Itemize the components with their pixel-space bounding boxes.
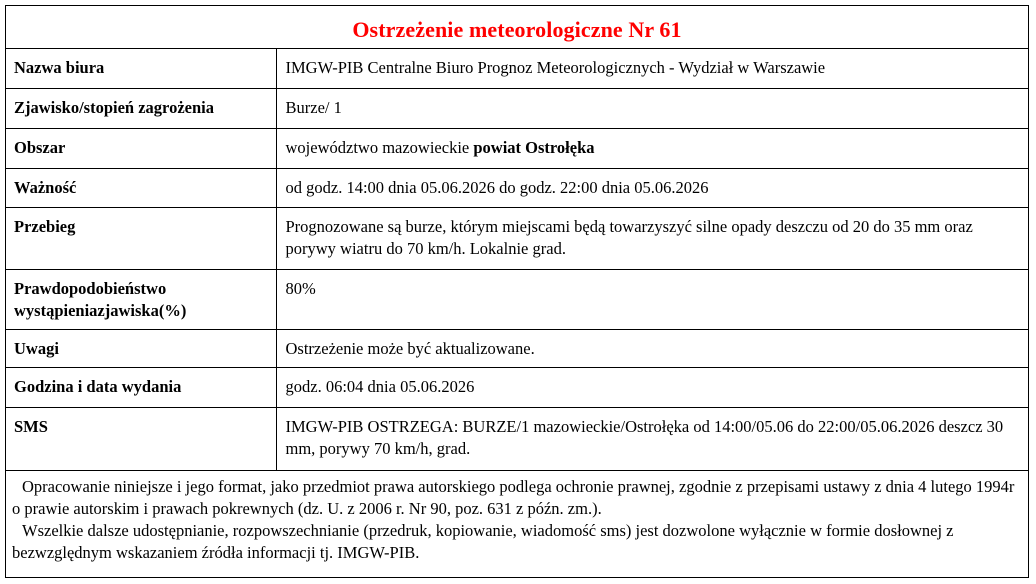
issued-value: godz. 06:04 dnia 05.06.2026: [276, 367, 1028, 407]
course-value: Prognozowane są burze, którym miejscami będą towarzyszyć silne opady deszczu od 20 do 35 mm oraz porywy wiatru do 70 km/h. Lokalnie grad.: [276, 207, 1028, 269]
row-issued: [6, 367, 1028, 407]
remarks-value: Ostrzeżenie może być aktualizowane.: [276, 329, 1028, 367]
row-sms: [6, 407, 1028, 470]
probability-label: Prawdopodobieństwo wystąpieniazjawiska(%): [6, 269, 276, 329]
warning-title: Ostrzeżenie meteorologiczne Nr 61: [352, 17, 682, 42]
row-validity: [6, 168, 1028, 207]
row-remarks: [6, 329, 1028, 367]
sms-label: SMS: [6, 407, 276, 470]
phenomenon-value: Burze/ 1: [276, 88, 1028, 128]
area-label: Obszar: [6, 128, 276, 168]
office-value: IMGW-PIB Centralne Biuro Prognoz Meteorologicznych - Wydział w Warszawie: [276, 49, 1028, 88]
phenomenon-label: Zjawisko/stopień zagrożenia: [6, 88, 276, 128]
validity-label: Ważność: [6, 168, 276, 207]
area-value: [276, 128, 1028, 168]
probability-value: 80%: [276, 269, 1028, 329]
row-area: [6, 128, 1028, 168]
course-label: Przebieg: [6, 207, 276, 269]
remarks-label: Uwagi: [6, 329, 276, 367]
row-course: [6, 207, 1028, 269]
issued-label: Godzina i data wydania: [6, 367, 276, 407]
office-label: Nazwa biura: [6, 49, 276, 88]
warning-document: [5, 5, 1029, 578]
title-row: [6, 6, 1028, 49]
row-phenomenon: [6, 88, 1028, 128]
copyright-notice: Opracowanie niniejsze i jego format, jako przedmiot prawa autorskiego podlega ochronie prawnej, zgodnie z przepisami ustawy z dnia 4 lutego 1994r o prawie autorskim i prawach pokrewnych (dz. U. z 2006 r. Nr 90, poz. 631 z późn. zm.).: [12, 476, 1015, 518]
validity-value: od godz. 14:00 dnia 05.06.2026 do godz. 22:00 dnia 05.06.2026: [276, 168, 1028, 207]
distribution-notice: Wszelkie dalsze udostępnianie, rozpowszechnianie (przedruk, kopiowanie, wiadomość sms) jest dozwolone wyłącznie w formie dosłownej z bezwzględnym wskazaniem źródła informacji tj. IMGW-PIB.: [12, 520, 954, 562]
legal-footer: [6, 471, 1028, 564]
sms-value: IMGW-PIB OSTRZEGA: BURZE/1 mazowieckie/Ostrołęka od 14:00/05.06 do 22:00/05.06.2026 deszcz 30 mm, porywy 70 km/h, grad.: [276, 407, 1028, 470]
row-office: [6, 49, 1028, 88]
area-county: powiat Ostrołęka: [473, 137, 595, 157]
area-voivodeship: województwo mazowieckie: [285, 137, 474, 157]
warning-table: [6, 49, 1028, 471]
row-probability: [6, 269, 1028, 329]
